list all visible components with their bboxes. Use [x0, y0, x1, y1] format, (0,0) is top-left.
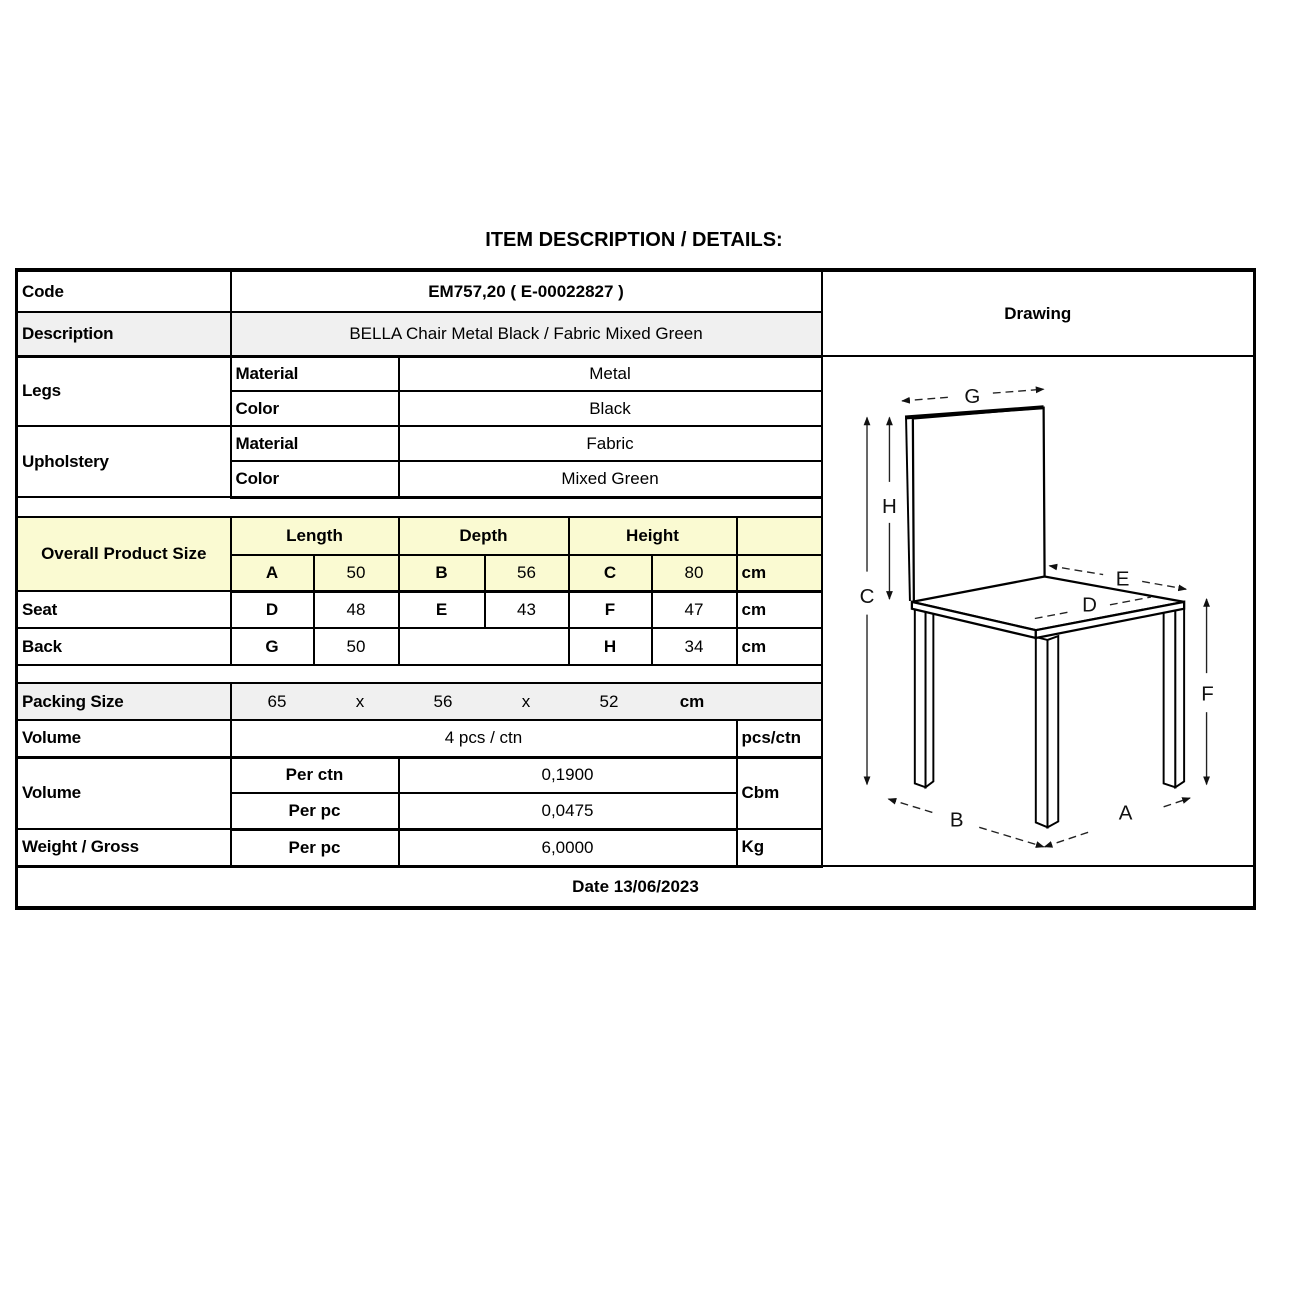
per-ctn-label: Per ctn	[231, 757, 399, 793]
drawing-panel	[822, 356, 1255, 866]
dim-value-G: 50	[314, 628, 399, 665]
dim-key-F: F	[569, 591, 652, 628]
date-value: Date 13/06/2023	[17, 866, 1255, 908]
seat-unit: cm	[737, 591, 822, 628]
packing-length: 65	[267, 691, 287, 711]
seat-label: Seat	[17, 591, 231, 628]
packing-unit: cm	[679, 691, 705, 711]
legs-material-label: Material	[231, 356, 399, 391]
per-pc-value: 0,0475	[399, 793, 737, 829]
dim-label-C: C	[859, 584, 874, 608]
legs-material-row	[17, 356, 1255, 391]
packing-size-values	[231, 683, 822, 720]
dim-label-H: H	[881, 495, 897, 519]
height-header: Height	[569, 517, 737, 555]
description-label: Description	[17, 312, 231, 356]
legs-label: Legs	[17, 356, 231, 426]
drawing-header: Drawing	[822, 270, 1255, 356]
weight-per-pc-label: Per pc	[231, 829, 399, 866]
spacer-cell	[17, 665, 822, 683]
weight-unit: Kg	[737, 829, 822, 866]
volume-pcs-unit: pcs/ctn	[737, 720, 822, 757]
dim-label-B: B	[949, 808, 964, 832]
dim-label-E: E	[1115, 567, 1129, 591]
volume-pcs-label: Volume	[17, 720, 231, 757]
overall-unit: cm	[737, 555, 822, 591]
chair-back	[905, 407, 1045, 602]
dim-value-A: 50	[314, 555, 399, 591]
packing-x1: x	[355, 691, 365, 711]
dim-value-F: 47	[652, 591, 737, 628]
packing-depth: 56	[433, 691, 453, 711]
volume-cbm-unit: Cbm	[737, 757, 822, 829]
legs-color-label: Color	[231, 391, 399, 426]
dim-value-D: 48	[314, 591, 399, 628]
description-value: BELLA Chair Metal Black / Fabric Mixed Green	[231, 312, 822, 356]
packing-x2: x	[521, 691, 531, 711]
spec-table	[15, 268, 1256, 910]
date-row	[17, 866, 1255, 908]
dim-value-C: 80	[652, 555, 737, 591]
upholstery-material-label: Material	[231, 426, 399, 461]
length-header: Length	[231, 517, 399, 555]
code-value: EM757,20 ( E-00022827 )	[231, 270, 822, 312]
depth-header: Depth	[399, 517, 569, 555]
dim-key-C: C	[569, 555, 652, 591]
upholstery-material-value: Fabric	[399, 426, 822, 461]
dim-value-H: 34	[652, 628, 737, 665]
upholstery-color-label: Color	[231, 461, 399, 497]
dim-label-A: A	[1118, 801, 1132, 825]
upholstery-label: Upholstery	[17, 426, 231, 497]
back-unit: cm	[737, 628, 822, 665]
dim-value-B: 56	[485, 555, 569, 591]
packing-height: 52	[599, 691, 619, 711]
dim-label-G: G	[963, 384, 980, 408]
upholstery-color-value: Mixed Green	[399, 461, 822, 497]
packing-size-label: Packing Size	[17, 683, 231, 720]
dim-key-A: A	[231, 555, 314, 591]
spacer-cell	[17, 497, 822, 517]
chair-drawing	[827, 357, 1250, 856]
dim-key-G: G	[231, 628, 314, 665]
back-label: Back	[17, 628, 231, 665]
per-pc-label: Per pc	[231, 793, 399, 829]
dim-key-B: B	[399, 555, 485, 591]
legs-color-value: Black	[399, 391, 822, 426]
dim-label-F: F	[1200, 682, 1214, 706]
volume-cbm-label: Volume	[17, 757, 231, 829]
weight-value: 6,0000	[399, 829, 737, 866]
code-row	[17, 270, 1255, 312]
dim-key-E: E	[399, 591, 485, 628]
dim-key-H: H	[569, 628, 652, 665]
overall-size-label: Overall Product Size	[17, 517, 231, 591]
legs-material-value: Metal	[399, 356, 822, 391]
weight-label: Weight / Gross	[17, 829, 231, 866]
dim-label-D: D	[1081, 593, 1097, 617]
volume-pcs-value: 4 pcs / ctn	[231, 720, 737, 757]
code-label: Code	[17, 270, 231, 312]
per-ctn-value: 0,1900	[399, 757, 737, 793]
size-header-empty	[737, 517, 822, 555]
dim-key-D: D	[231, 591, 314, 628]
dim-value-E: 43	[485, 591, 569, 628]
back-empty-cell	[399, 628, 569, 665]
page-title: ITEM DESCRIPTION / DETAILS:	[485, 229, 783, 251]
